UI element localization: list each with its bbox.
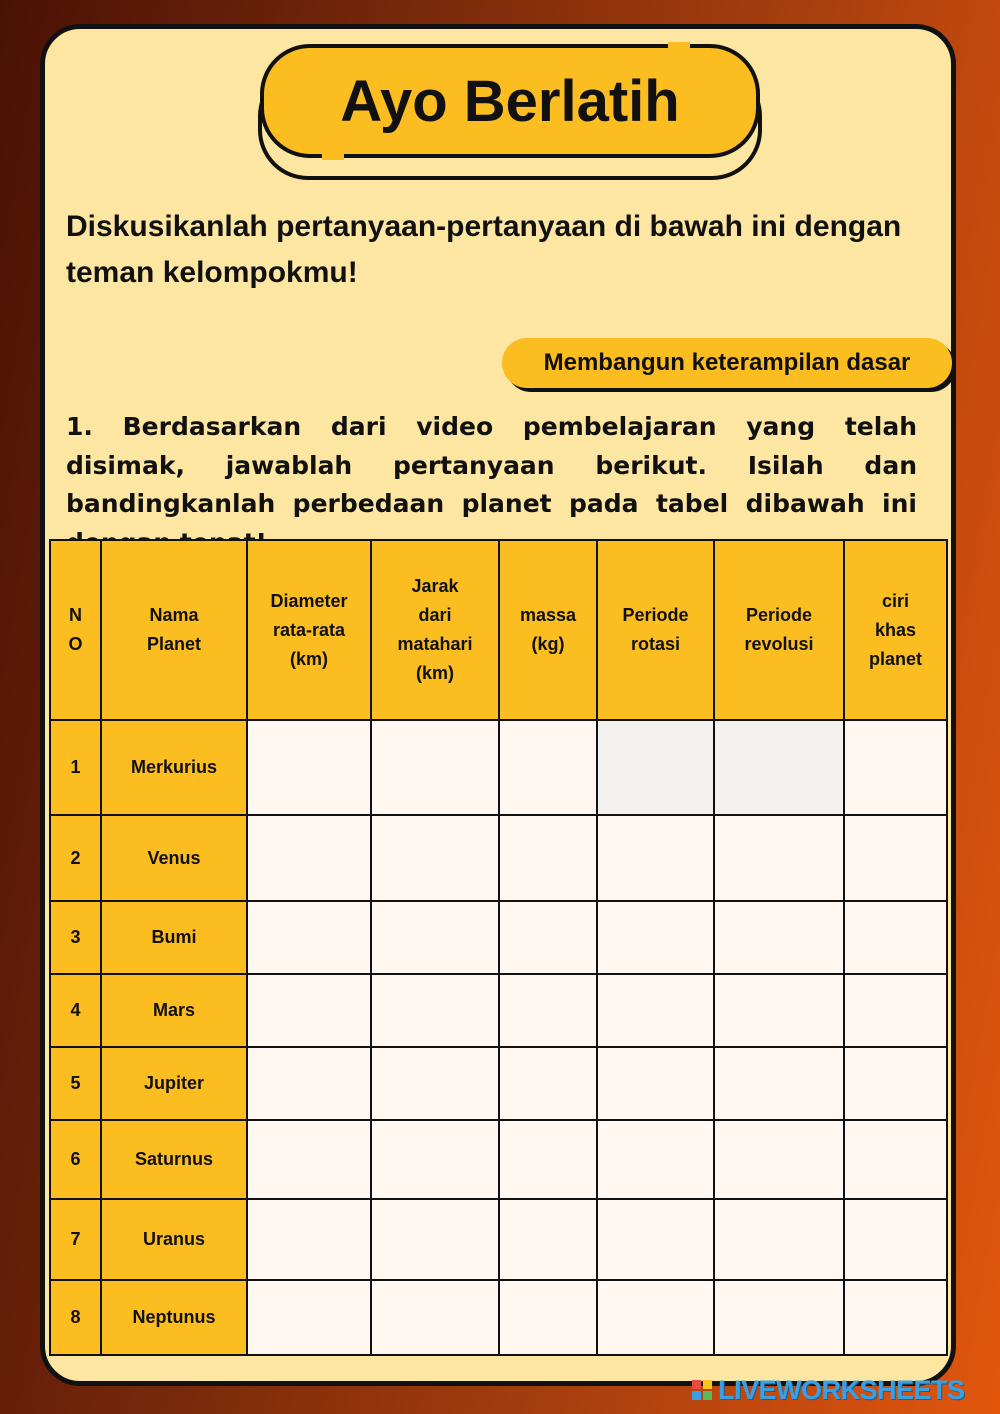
column-header-line: massa (519, 605, 577, 625)
table-row (50, 901, 947, 974)
answer-cell[interactable] (499, 901, 597, 974)
answer-cell[interactable] (597, 901, 714, 974)
row-number: 5 (50, 1047, 101, 1120)
answer-cell[interactable] (499, 1280, 597, 1355)
row-number: 3 (50, 901, 101, 974)
answer-cell[interactable] (371, 720, 499, 815)
column-header-line: rotasi (630, 634, 681, 654)
column-header-line: O (68, 634, 83, 654)
row-number: 4 (50, 974, 101, 1047)
answer-cell[interactable] (499, 974, 597, 1047)
planet-name: Uranus (101, 1199, 247, 1280)
answer-cell[interactable] (844, 974, 947, 1047)
answer-cell[interactable] (844, 1199, 947, 1280)
table-row (50, 1280, 947, 1355)
column-header-line: Jarak (411, 576, 459, 596)
answer-cell[interactable] (714, 720, 844, 815)
column-header-line: dari (418, 605, 452, 625)
answer-cell[interactable] (371, 815, 499, 901)
row-number: 6 (50, 1120, 101, 1199)
column-header (597, 540, 714, 720)
answer-cell[interactable] (844, 1280, 947, 1355)
answer-cell[interactable] (247, 974, 371, 1047)
answer-cell[interactable] (499, 1199, 597, 1280)
answer-cell[interactable] (499, 1047, 597, 1120)
column-header (844, 540, 947, 720)
column-header-line: matahari (397, 634, 473, 654)
answer-cell[interactable] (247, 1199, 371, 1280)
answer-cell[interactable] (714, 1047, 844, 1120)
answer-cell[interactable] (597, 1199, 714, 1280)
column-header-line: ciri (881, 590, 910, 611)
page-title: Ayo Berlatih (260, 44, 760, 158)
column-header (247, 540, 371, 720)
answer-cell[interactable] (714, 1120, 844, 1199)
table-header-row (50, 540, 947, 720)
table-row (50, 974, 947, 1047)
skill-badge: Membangun keterampilan dasar (502, 338, 952, 388)
column-header-line: (km) (415, 663, 454, 683)
answer-cell[interactable] (844, 815, 947, 901)
answer-cell[interactable] (371, 1047, 499, 1120)
answer-cell[interactable] (247, 815, 371, 901)
planet-name: Bumi (101, 901, 247, 974)
row-number: 7 (50, 1199, 101, 1280)
answer-cell[interactable] (371, 901, 499, 974)
column-header-line: (kg) (531, 634, 565, 654)
answer-cell[interactable] (597, 1280, 714, 1355)
answer-cell[interactable] (499, 720, 597, 815)
planet-name: Mars (101, 974, 247, 1047)
answer-cell[interactable] (499, 815, 597, 901)
answer-cell[interactable] (714, 1199, 844, 1280)
answer-cell[interactable] (844, 1120, 947, 1199)
answer-cell[interactable] (714, 901, 844, 974)
question-text: 1. Berdasarkan dari video pembelajaran yang telah disimak, jawablah pertanyaan berikut. Isilah dan bandingkanlah perbedaan planet pada tabel dibawah ini (66, 412, 917, 518)
column-header-line: Planet (146, 634, 202, 654)
answer-cell[interactable] (371, 1280, 499, 1355)
answer-cell[interactable] (844, 901, 947, 974)
answer-cell[interactable] (597, 974, 714, 1047)
title-border-gap (668, 42, 690, 48)
answer-cell[interactable] (844, 720, 947, 815)
answer-cell[interactable] (371, 1120, 499, 1199)
answer-cell[interactable] (597, 1120, 714, 1199)
table-row (50, 815, 947, 901)
planet-table (49, 539, 948, 1356)
column-header-line: rata-rata (272, 619, 346, 640)
answer-cell[interactable] (714, 974, 844, 1047)
column-header-line: Nama (149, 605, 199, 625)
planet-name: Neptunus (101, 1280, 247, 1355)
planet-name: Venus (101, 815, 247, 901)
answer-cell[interactable] (247, 901, 371, 974)
table-row (50, 720, 947, 815)
column-header (371, 540, 499, 720)
watermark-text: LIVEWORKSHEETS (718, 1374, 965, 1405)
answer-cell[interactable] (714, 1280, 844, 1355)
column-header-line: planet (868, 648, 922, 669)
watermark (692, 1372, 992, 1408)
intro-text: Diskusikanlah pertanyaan-pertanyaan di bawah ini dengan teman kelompokmu! (66, 210, 902, 289)
answer-cell[interactable] (844, 1047, 947, 1120)
row-number: 1 (50, 720, 101, 815)
answer-cell[interactable] (597, 720, 714, 815)
row-number: 8 (50, 1280, 101, 1355)
column-header-line: Diameter (270, 590, 348, 611)
column-header-line: Periode (622, 605, 689, 625)
column-header (101, 540, 247, 720)
answer-cell[interactable] (499, 1120, 597, 1199)
planet-name: Jupiter (101, 1047, 247, 1120)
column-header-line: N (69, 605, 82, 625)
column-header (714, 540, 844, 720)
column-header (50, 540, 101, 720)
answer-cell[interactable] (247, 1280, 371, 1355)
table-row (50, 1199, 947, 1280)
liveworksheets-logo-icon (692, 1380, 712, 1400)
column-header-line: khas (874, 619, 917, 640)
table-row (50, 1047, 947, 1120)
answer-cell[interactable] (714, 815, 844, 901)
answer-cell[interactable] (597, 815, 714, 901)
column-header-line: revolusi (744, 634, 814, 654)
answer-cell[interactable] (371, 1199, 499, 1280)
column-header-line: Periode (745, 605, 813, 625)
answer-cell[interactable] (247, 1047, 371, 1120)
table-row (50, 1120, 947, 1199)
column-header (499, 540, 597, 720)
answer-cell[interactable] (247, 720, 371, 815)
answer-cell[interactable] (371, 974, 499, 1047)
row-number: 2 (50, 815, 101, 901)
planet-name: Merkurius (101, 720, 247, 815)
column-header-line: (km) (289, 648, 328, 669)
answer-cell[interactable] (597, 1047, 714, 1120)
planet-name: Saturnus (101, 1120, 247, 1199)
answer-cell[interactable] (247, 1120, 371, 1199)
title-border-gap (322, 154, 344, 160)
